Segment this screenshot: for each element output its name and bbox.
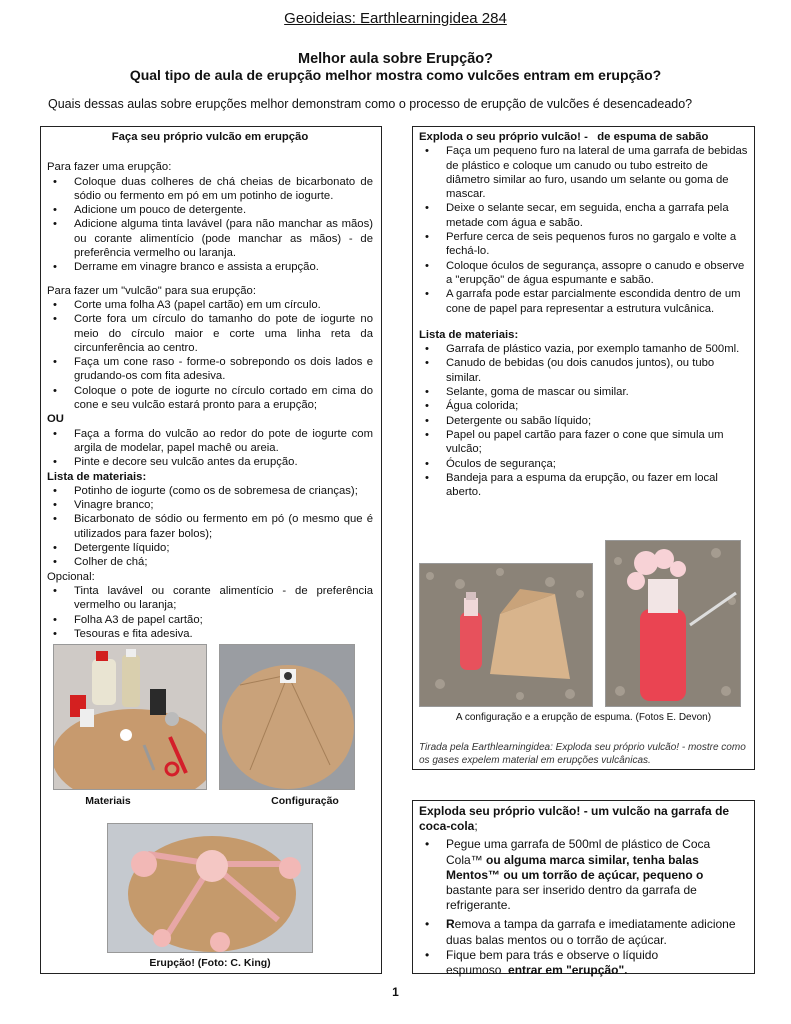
list-item: • Papel ou papel cartão para fazer o cone que simula um vulcão; xyxy=(446,428,749,457)
coca-title: Exploda seu próprio vulcão! - um vulcão na garrafa de coca-cola xyxy=(419,804,730,834)
foam-setup-photo xyxy=(419,563,593,707)
coca-item3-b: entrar em "erupção". xyxy=(508,963,628,978)
list-item: • Adicione um pouco de detergente. xyxy=(74,203,373,217)
list-item: • Pinte e decore seu vulcão antes da erupção. xyxy=(74,455,373,469)
left-list-eruption xyxy=(47,175,373,275)
list-item: • Perfure cerca de seis pequenos furos no gargalo e volte a fechá-lo. xyxy=(446,230,749,259)
list-item: • Garrafa de plástico vazia, por exemplo tamanho de 500ml. xyxy=(446,342,749,356)
coca-item1-a: Pegue uma garrafa de 500ml de plástico de Coca Cola™ xyxy=(446,837,711,867)
list-item: • Selante, goma de mascar ou similar. xyxy=(446,385,749,399)
left-ou: OU xyxy=(47,413,64,426)
left-list-optional xyxy=(47,584,373,641)
list-item: • Corte fora um círculo do tamanho do pote de iogurte no meio do círculo maior e corte uma linha reta da circunferência ao centro. xyxy=(74,312,373,355)
foam-title-a: Exploda o seu próprio vulcão! - xyxy=(419,131,588,143)
left-box-title: Faça seu próprio vulcão em erupção xyxy=(111,131,309,143)
materials-photo xyxy=(53,644,207,790)
materials-caption: Materiais xyxy=(85,795,131,807)
list-item: • Bicarbonato de sódio ou fermento em pó (o mesmo que é utilizados para fazer bolos); xyxy=(74,512,373,541)
left-p1: Para fazer uma erupção: xyxy=(47,161,172,174)
list-item: • Tesouras e fita adesiva. xyxy=(74,627,373,641)
list-item: • Derrame em vinagre branco e assista a erupção. xyxy=(74,260,373,274)
eruption-photo xyxy=(107,823,313,953)
foam-title-b: de espuma de sabão xyxy=(597,131,709,143)
list-item xyxy=(446,948,749,978)
list-item: • Faça a forma do vulcão ao redor do pote de iogurte com argila de modelar, papel machê ou areia. xyxy=(74,427,373,456)
list-item: • Faça um pequeno furo na lateral de uma garrafa de bebidas de plástico e coloque um canudo ou tubo estreito de diâmetro similar ao furo, usando um selante ou goma de mascar. xyxy=(446,144,749,201)
setup-photo xyxy=(219,644,355,790)
list-item xyxy=(446,917,749,947)
list-item: • Vinagre branco; xyxy=(74,498,373,512)
list-item: • Coloque óculos de segurança, assopre o canudo e observe a "erupção" de água espumante e sabão. xyxy=(446,259,749,288)
foam-photo-caption: A configuração e a erupção de espuma. (Fotos E. Devon) xyxy=(455,712,712,723)
list-item: • Coloque duas colheres de chá cheias de bicarbonato de sódio ou fermento em pó em um potinho de iogurte. xyxy=(74,175,373,204)
eruption-caption: Erupção! (Foto: C. King) xyxy=(149,957,271,969)
foam-credit: Tirada pela Earthlearningidea: Exploda seu próprio vulcão! - mostre como os gases expelem material em erupções vulcânicas. xyxy=(419,742,746,766)
list-item: • A garrafa pode estar parcialmente escondida dentro de um cone de papel para representar a estrutura vulcânica. xyxy=(446,287,749,316)
coca-item1-b: ou alguma marca similar, tenha balas Mentos™ ou um torrão de açúcar, pequeno o xyxy=(446,852,704,882)
page-question: Qual tipo de aula de erupção melhor mostra como vulcões entram em erupção? xyxy=(129,67,662,83)
setup-caption: Configuração xyxy=(271,795,339,807)
list-item: • Canudo de bebidas (ou dois canudos juntos), ou tubo similar. xyxy=(446,356,749,385)
coca-cola-activity-box xyxy=(412,800,755,978)
foam-list-materials xyxy=(419,342,749,499)
page-subtitle: Melhor aula sobre Erupção? xyxy=(298,51,493,67)
list-item xyxy=(446,837,749,913)
coca-item1-c: bastante para ser inserido dentro da garrafa de refrigerante. xyxy=(446,883,697,913)
foam-eruption-photo xyxy=(605,540,741,707)
left-materials-heading: Lista de materiais: xyxy=(47,470,147,483)
list-item: • Óculos de segurança; xyxy=(446,457,749,471)
list-item: • Colher de chá; xyxy=(74,555,373,569)
foam-materials-heading: Lista de materiais: xyxy=(419,328,519,341)
list-item: • Bandeja para a espuma da erupção, ou fazer em local aberto. xyxy=(446,471,749,500)
list-item: • Coloque o pote de iogurte no círculo cortado em cima do cone e seu vulcão estará pronto para a erupção; xyxy=(74,384,373,413)
intro-text: Quais dessas aulas sobre erupções melhor demonstram como o processo de erupção de vulcões é desencadeado? xyxy=(48,97,693,111)
left-list-materials xyxy=(47,484,373,570)
list-item: • Corte uma folha A3 (papel cartão) em um círculo. xyxy=(74,298,373,312)
coca-title-end: ; xyxy=(474,819,478,834)
left-optional: Opcional: xyxy=(47,570,95,583)
list-item: • Água colorida; xyxy=(446,399,749,413)
coca-list-steps xyxy=(419,837,749,978)
list-item: • Tinta lavável ou corante alimentício - de preferência vermelho ou laranja; xyxy=(74,584,373,613)
coca-item3-a: Fique bem para trás e observe o líquido espumoso xyxy=(446,947,659,978)
list-item: • Detergente líquido; xyxy=(74,541,373,555)
list-item: • Faça um cone raso - forme-o sobrepondo os dois lados e grudando-os com fita adesiva. xyxy=(74,355,373,384)
left-list-alt xyxy=(47,427,373,470)
page-title: Geoideias: Earthlearningidea 284 xyxy=(284,10,507,27)
list-item: • Folha A3 de papel cartão; xyxy=(74,613,373,627)
left-list-volcano xyxy=(47,298,373,412)
foam-box-title xyxy=(419,130,749,144)
list-item: • Deixe o selante secar, em seguida, encha a garrafa pela metade com água e sabão. xyxy=(446,201,749,230)
coca-box-title xyxy=(419,804,749,834)
coca-item2-a: R xyxy=(446,917,455,932)
page-number: 1 xyxy=(392,985,399,999)
list-item: • Adicione alguma tinta lavável (para não manchar as mãos) ou corante alimentício (pode manchar as mãos) - de preferência vermelho ou laranja. xyxy=(74,217,373,260)
coca-item2-b: emova a tampa da garrafa e imediatamente adicione duas balas mentos ou o torrão de açúcar. xyxy=(446,917,736,947)
foam-list-steps xyxy=(419,144,749,316)
left-p2: Para fazer um "vulcão" para sua erupção: xyxy=(47,284,256,297)
list-item: • Detergente ou sabão líquido; xyxy=(446,414,749,428)
list-item: • Potinho de iogurte (como os de sobremesa de crianças); xyxy=(74,484,373,498)
